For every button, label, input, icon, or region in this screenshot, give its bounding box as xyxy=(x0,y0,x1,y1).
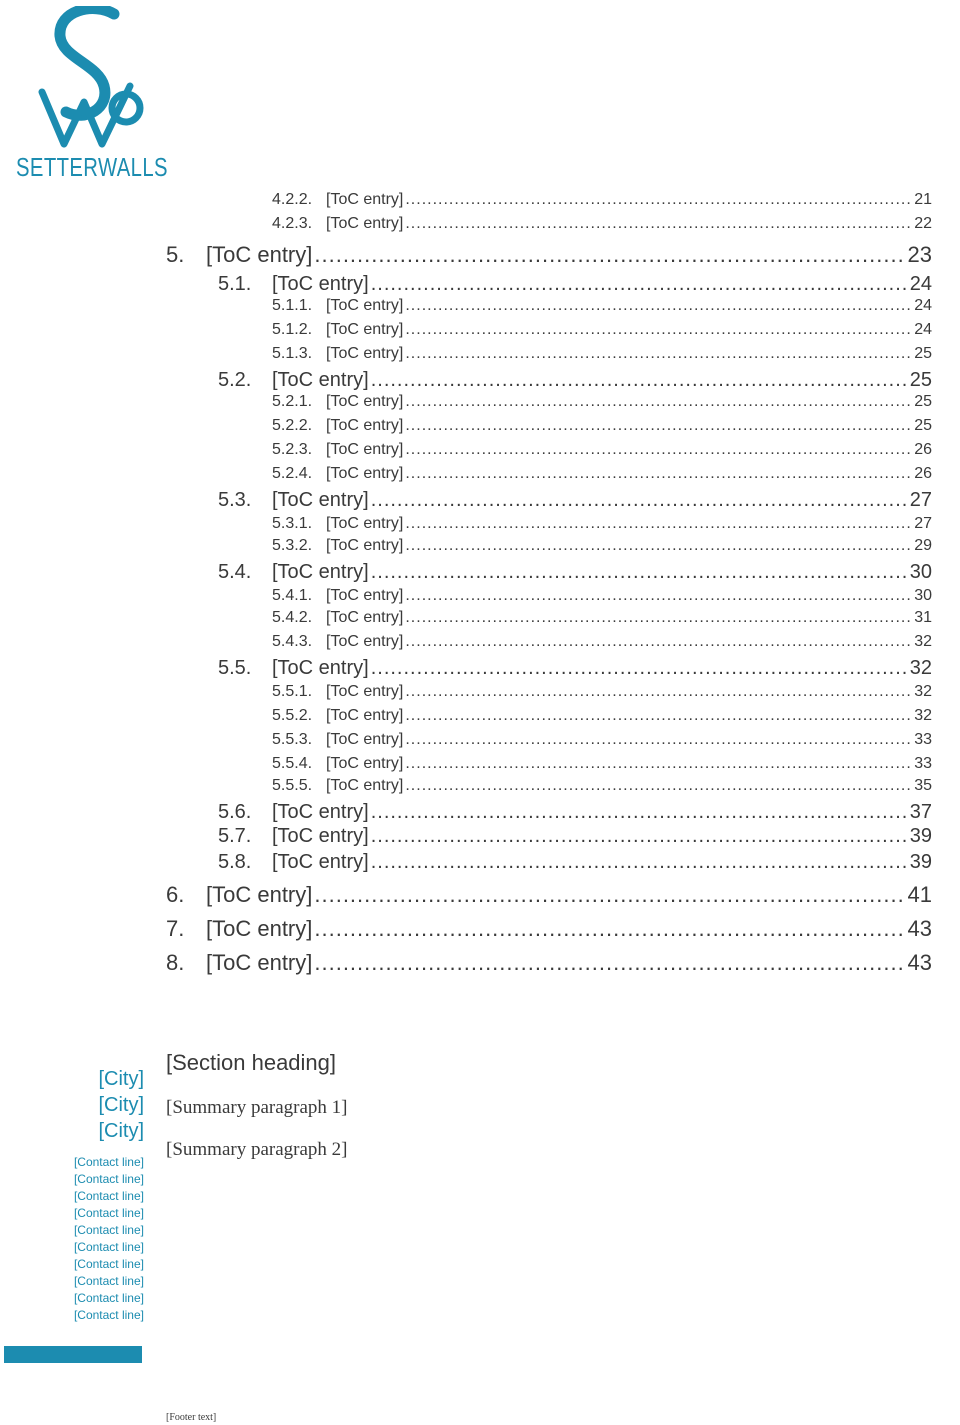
toc-leader-dots xyxy=(371,562,906,582)
toc-entry-page: 23 xyxy=(907,242,932,267)
toc-entry[interactable] xyxy=(166,418,932,434)
toc-entry-page: 35 xyxy=(914,777,932,794)
toc-leader-dots xyxy=(314,918,904,940)
toc-entry-number: 5.4.2. xyxy=(272,609,313,626)
toc-leader-dots xyxy=(314,952,904,974)
contact-line: [Contact line] xyxy=(73,1189,144,1203)
toc-entry-page: 30 xyxy=(914,587,932,604)
toc-entry-page: 29 xyxy=(914,537,932,554)
toc-leader-dots xyxy=(405,346,910,362)
toc-entry-page: 37 xyxy=(909,801,932,823)
summary-heading: [Section heading] xyxy=(166,1050,337,1075)
toc-entry-number: 5.5.1. xyxy=(272,683,313,700)
toc-entry-title: [ToC entry] xyxy=(326,417,404,434)
contact-line: [Contact line] xyxy=(73,1240,144,1254)
toc-entry-number: 5.5.3. xyxy=(272,731,313,748)
toc-entry-number: 5.2. xyxy=(218,369,252,391)
toc-entry[interactable] xyxy=(166,562,932,582)
office-city: [City] xyxy=(98,1094,144,1116)
toc-entry[interactable] xyxy=(166,918,932,940)
toc-entry-number: 5.4.1. xyxy=(272,587,313,604)
toc-entry-number: 5.1.3. xyxy=(272,345,313,362)
toc-entry[interactable] xyxy=(166,778,932,794)
toc-leader-dots xyxy=(405,516,910,532)
toc-entry-title: [ToC entry] xyxy=(272,561,369,583)
toc-entry-title: [ToC entry] xyxy=(326,587,404,604)
toc-entry-page: 25 xyxy=(914,417,932,434)
toc-entry-page: 39 xyxy=(909,825,932,847)
toc-leader-dots xyxy=(405,778,910,794)
toc-entry-page: 32 xyxy=(909,657,932,679)
toc-entry[interactable] xyxy=(166,394,932,410)
toc-entry-page: 24 xyxy=(914,321,932,338)
toc-entry[interactable] xyxy=(166,274,932,294)
contact-line: [Contact line] xyxy=(73,1291,144,1305)
toc-entry-page: 25 xyxy=(914,393,932,410)
toc-entry[interactable] xyxy=(166,658,932,678)
toc-entry[interactable] xyxy=(166,756,932,772)
toc-entry[interactable] xyxy=(166,442,932,458)
toc-leader-dots xyxy=(405,466,910,482)
toc-entry[interactable] xyxy=(166,516,932,532)
toc-entry-number: 5.3.1. xyxy=(272,515,313,532)
toc-leader-dots xyxy=(405,216,910,232)
toc-entry-page: 24 xyxy=(909,273,932,295)
toc-entry-title: [ToC entry] xyxy=(206,242,313,267)
toc-entry[interactable] xyxy=(166,538,932,554)
toc-entry[interactable] xyxy=(166,732,932,748)
toc-entry[interactable] xyxy=(166,802,932,822)
toc-leader-dots xyxy=(371,490,906,510)
toc-entry-title: [ToC entry] xyxy=(272,825,369,847)
toc-leader-dots xyxy=(371,826,906,846)
toc-entry-page: 26 xyxy=(914,465,932,482)
toc-entry-title: [ToC entry] xyxy=(326,441,404,458)
toc-entry-page: 27 xyxy=(909,489,932,511)
toc-entry-title: [ToC entry] xyxy=(272,489,369,511)
toc-leader-dots xyxy=(405,298,910,314)
office-city: [City] xyxy=(98,1068,144,1090)
toc-entry-number: 5.5.4. xyxy=(272,755,313,772)
toc-entry-title: [ToC entry] xyxy=(326,191,404,208)
toc-entry[interactable] xyxy=(166,322,932,338)
toc-entry-number: 5.8. xyxy=(218,851,252,873)
toc-entry-title: [ToC entry] xyxy=(272,657,369,679)
toc-leader-dots xyxy=(405,634,910,650)
toc-entry[interactable] xyxy=(166,244,932,266)
summary-paragraph: [Summary paragraph 2] xyxy=(166,1139,348,1160)
toc-entry-number: 5.6. xyxy=(218,801,252,823)
toc-entry-title: [ToC entry] xyxy=(206,916,313,941)
toc-entry-number: 5.2.2. xyxy=(272,417,313,434)
toc-entry-page: 32 xyxy=(914,633,932,650)
toc-entry[interactable] xyxy=(166,610,932,626)
toc-entry-number: 5.2.3. xyxy=(272,441,313,458)
toc-entry-page: 43 xyxy=(907,916,932,941)
toc-leader-dots xyxy=(405,610,910,626)
toc-entry-title: [ToC entry] xyxy=(326,707,404,724)
toc-entry-title: [ToC entry] xyxy=(326,297,404,314)
toc-entry-number: 4.2.2. xyxy=(272,191,313,208)
toc-entry-title: [ToC entry] xyxy=(206,882,313,907)
toc-entry[interactable] xyxy=(166,634,932,650)
toc-entry[interactable] xyxy=(166,952,932,974)
toc-entry-page: 30 xyxy=(909,561,932,583)
toc-entry[interactable] xyxy=(166,708,932,724)
toc-leader-dots xyxy=(405,708,910,724)
toc-leader-dots xyxy=(405,322,910,338)
toc-entry[interactable] xyxy=(166,884,932,906)
toc-entry-page: 43 xyxy=(907,950,932,975)
toc-entry-title: [ToC entry] xyxy=(326,633,404,650)
toc-entry-title: [ToC entry] xyxy=(326,321,404,338)
toc-leader-dots xyxy=(314,244,904,266)
toc-leader-dots xyxy=(371,658,906,678)
office-sidebar xyxy=(0,1066,144,1324)
toc-leader-dots xyxy=(405,732,910,748)
toc-entry-title: [ToC entry] xyxy=(206,950,313,975)
toc-entry-number: 5.3. xyxy=(218,489,252,511)
toc-entry-number: 5. xyxy=(166,242,185,267)
contact-line: [Contact line] xyxy=(73,1223,144,1237)
toc-leader-dots xyxy=(405,192,910,208)
toc-leader-dots xyxy=(405,588,910,604)
toc-entry-title: [ToC entry] xyxy=(326,515,404,532)
toc-entry-page: 32 xyxy=(914,707,932,724)
toc-entry[interactable] xyxy=(166,216,932,232)
toc-entry-number: 5.4. xyxy=(218,561,252,583)
toc-leader-dots xyxy=(371,370,906,390)
toc-entry-page: 25 xyxy=(914,345,932,362)
toc-entry-number: 5.3.2. xyxy=(272,537,313,554)
contact-line: [Contact line] xyxy=(73,1172,144,1186)
toc-entry-number: 5.5. xyxy=(218,657,252,679)
setterwalls-logo xyxy=(8,6,170,182)
toc-entry-page: 41 xyxy=(907,882,932,907)
toc-leader-dots xyxy=(371,802,906,822)
toc-entry-number: 5.2.1. xyxy=(272,393,313,410)
toc-entry-number: 5.1.2. xyxy=(272,321,313,338)
toc-leader-dots xyxy=(371,274,906,294)
toc-entry-title: [ToC entry] xyxy=(326,465,404,482)
toc-leader-dots xyxy=(405,418,910,434)
toc-entry-title: [ToC entry] xyxy=(326,609,404,626)
toc-entry-number: 5.1. xyxy=(218,273,252,295)
toc-entry[interactable] xyxy=(166,192,932,208)
toc-entry-title: [ToC entry] xyxy=(272,801,369,823)
toc-entry[interactable] xyxy=(166,490,932,510)
toc-entry-title: [ToC entry] xyxy=(326,683,404,700)
toc-entry-number: 7. xyxy=(166,916,185,941)
toc-entry-title: [ToC entry] xyxy=(326,393,404,410)
toc-leader-dots xyxy=(371,852,906,872)
toc-entry-page: 24 xyxy=(914,297,932,314)
contact-line: [Contact line] xyxy=(73,1257,144,1271)
toc-entry-page: 33 xyxy=(914,731,932,748)
toc-entry-number: 5.5.2. xyxy=(272,707,313,724)
toc-entry-page: 25 xyxy=(909,369,932,391)
toc-entry[interactable] xyxy=(166,370,932,390)
toc-leader-dots xyxy=(405,684,910,700)
toc-entry-title: [ToC entry] xyxy=(272,273,369,295)
toc-leader-dots xyxy=(405,538,910,554)
toc-entry-title: [ToC entry] xyxy=(326,731,404,748)
contact-line: [Contact line] xyxy=(73,1155,144,1169)
contact-line: [Contact line] xyxy=(73,1274,144,1288)
toc-entry-number: 5.4.3. xyxy=(272,633,313,650)
toc-entry[interactable] xyxy=(166,826,932,846)
toc-entry-title: [ToC entry] xyxy=(272,851,369,873)
toc-entry-page: 39 xyxy=(909,851,932,873)
toc-entry-number: 5.5.5. xyxy=(272,777,313,794)
toc-entry[interactable] xyxy=(166,298,932,314)
toc-leader-dots xyxy=(314,884,904,906)
toc-entry-title: [ToC entry] xyxy=(326,755,404,772)
summary-paragraph: [Summary paragraph 1] xyxy=(166,1097,348,1118)
toc-entry-page: 21 xyxy=(914,191,932,208)
toc-entry-page: 32 xyxy=(914,683,932,700)
toc-entry-number: 5.2.4. xyxy=(272,465,313,482)
summary-section xyxy=(166,1050,908,1178)
toc-entry-title: [ToC entry] xyxy=(326,345,404,362)
toc-entry-page: 33 xyxy=(914,755,932,772)
toc-entry-title: [ToC entry] xyxy=(326,537,404,554)
toc-entry[interactable] xyxy=(166,346,932,362)
toc-entry[interactable] xyxy=(166,466,932,482)
toc-entry-page: 26 xyxy=(914,441,932,458)
toc-entry-number: 5.7. xyxy=(218,825,252,847)
document-footer: [Footer text] xyxy=(166,1412,217,1423)
toc-entry-number: 6. xyxy=(166,882,185,907)
contact-line: [Contact line] xyxy=(73,1308,144,1322)
brand-name: SETTERWALLS xyxy=(16,152,168,182)
toc-entry[interactable] xyxy=(166,588,932,604)
toc-entry-page: 31 xyxy=(914,609,932,626)
sidebar-accent-bar xyxy=(4,1346,142,1363)
toc-leader-dots xyxy=(405,394,910,410)
toc-entry-title: [ToC entry] xyxy=(326,215,404,232)
toc-leader-dots xyxy=(405,756,910,772)
sw-monogram-icon xyxy=(36,6,146,152)
toc-entry-number: 5.1.1. xyxy=(272,297,313,314)
toc-leader-dots xyxy=(405,442,910,458)
toc-entry-title: [ToC entry] xyxy=(272,369,369,391)
toc-entry-title: [ToC entry] xyxy=(326,777,404,794)
toc-entry-page: 22 xyxy=(914,215,932,232)
toc-entry-number: 8. xyxy=(166,950,185,975)
toc-entry[interactable] xyxy=(166,684,932,700)
contact-line: [Contact line] xyxy=(73,1206,144,1220)
office-city: [City] xyxy=(98,1120,144,1142)
toc-entry[interactable] xyxy=(166,852,932,872)
toc-entry-number: 4.2.3. xyxy=(272,215,313,232)
toc-entry-page: 27 xyxy=(914,515,932,532)
